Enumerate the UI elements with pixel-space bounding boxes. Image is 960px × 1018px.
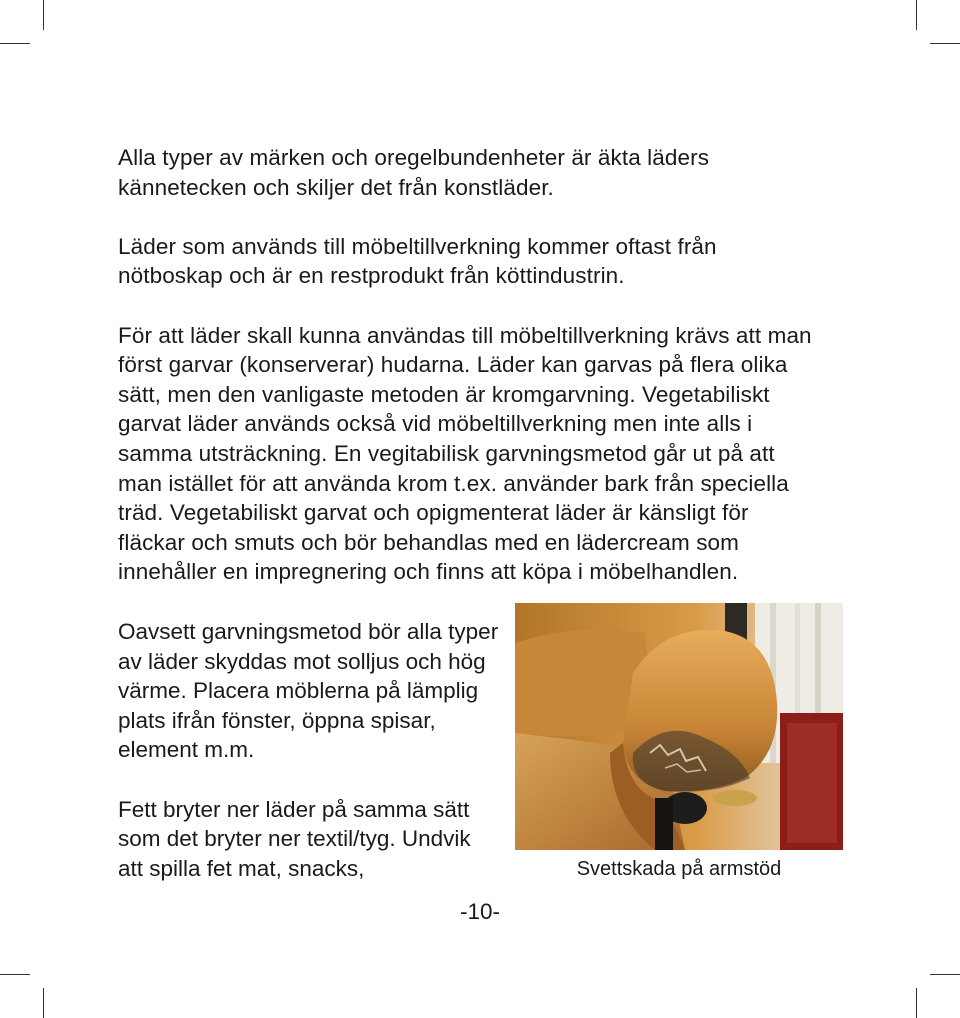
paragraph-tanning: För att läder skall kunna användas till möbeltillverkning krävs att man först garvar (konserverar) hudarna. Läder kan garvas på flera olika sätt, men den vanligaste metoden är kromgarvning. Vegetabiliskt garvat läder används också vid möbeltillverkning men inte alls i samma utsträckning. En vegitabilisk garvningsmetod går ut på att man istället för att använda krom t.ex. använder bark från speciella träd. Vegetabiliskt garvat och opigmenterat läder är känsligt för fläckar och smuts och bör behandlas med en lädercream som innehåller en impregnering och finns att köpa i möbelhandlen.: [118, 322, 812, 585]
paragraph-grease: Fett bryter ner läder på samma sätt som det bryter ner textil/tyg. Undvik att spilla fet mat, snacks,: [118, 796, 471, 881]
crop-mark: [0, 43, 30, 44]
paragraph-protection: Oavsett garvningsmetod bör alla typer av läder skyddas mot solljus och hög värme. Placera möblerna på lämplig plats ifrån fönster, öppna spisar, element m.m.: [118, 619, 499, 763]
paragraph-leather-origin: Läder som används till möbeltillverkning kommer oftast från nötboskap och är en restprodukt från köttindustrin.: [118, 233, 717, 289]
page-number: -10-: [459, 899, 500, 924]
paragraph-marks: Alla typer av märken och oregelbundenheter är äkta läders kännetecken och skiljer det från konstläder.: [118, 145, 710, 200]
text-column: [118, 617, 513, 883]
crop-mark: [0, 974, 30, 975]
photo-caption: Svettskada på armstöd: [576, 858, 782, 880]
crop-mark: [43, 0, 44, 30]
armrest-photo: [515, 603, 843, 850]
crop-mark: [930, 974, 960, 975]
crop-mark: [930, 43, 960, 44]
crop-mark: [916, 0, 917, 30]
sofa-armrest-illustration: [515, 603, 843, 850]
body-text: [118, 143, 818, 587]
crop-mark: [43, 988, 44, 1018]
crop-mark: [916, 988, 917, 1018]
